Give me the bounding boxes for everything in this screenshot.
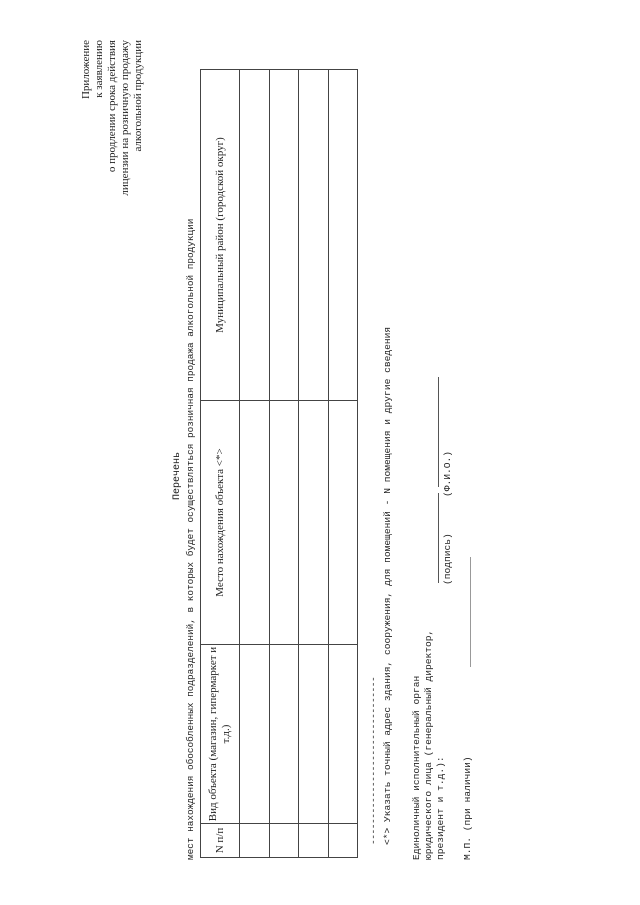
table-cell[interactable] [240,824,270,858]
table-cell[interactable] [328,824,358,858]
document-heading: Перечень [172,451,183,500]
table-cell[interactable] [328,401,358,645]
table-cell[interactable] [328,70,358,401]
signature-line[interactable] [438,493,439,583]
table-cell[interactable] [299,401,329,645]
signatory-line-1: Единоличный исполнительный орган [411,675,422,860]
stamp-divider [470,557,471,667]
table-cell[interactable] [328,645,358,824]
appendix-line-1: Приложение [80,40,92,100]
appendix-line-3: о продлении срока действия [106,40,118,173]
appendix-line-2: к заявлению [93,40,105,98]
table-row [299,70,329,858]
subdivision-table [200,69,358,858]
column-header-location: Место нахождения объекта <*> [201,401,240,645]
table-row [240,70,270,858]
document-title: мест нахождения обособленных подразделений, в которых будет осуществляться розничная продажа алкогольной продукции [185,218,196,860]
table-cell[interactable] [240,645,270,824]
column-header-number: N п/п [201,824,240,858]
column-header-object-type: Вид объекта (магазин, гипермаркет и т.д.) [201,645,240,824]
table-cell[interactable] [240,70,270,401]
table-cell[interactable] [269,645,299,824]
appendix-block [80,40,145,196]
column-header-district: Муниципальный район (городской округ) [201,70,240,401]
table-cell[interactable] [269,70,299,401]
name-line[interactable] [438,377,439,487]
signatory-line-2: юридического лица (генеральный директор, [423,629,434,860]
table-row [269,70,299,858]
name-caption: (Ф.И.О.) [442,450,453,497]
footnote-separator: -------------------------------- [368,676,379,845]
table-cell[interactable] [269,824,299,858]
table-cell[interactable] [269,401,299,645]
table-cell[interactable] [240,401,270,645]
table-cell[interactable] [299,645,329,824]
stamp-note: М.П. (при наличии) [462,756,473,860]
appendix-line-5: алкогольной продукции [132,40,144,152]
table-header-row [201,70,240,858]
table-cell[interactable] [299,824,329,858]
footnote-text: <*> Указать точный адрес здания, сооружения, для помещений - N помещения и другие сведения [382,326,393,845]
table-cell[interactable] [299,70,329,401]
appendix-line-4: лицензии на розничную продажу [119,40,131,196]
signatory-line-3: президент и т.д.): [435,756,446,860]
table-row [328,70,358,858]
signature-caption: (подпись) [442,533,453,585]
